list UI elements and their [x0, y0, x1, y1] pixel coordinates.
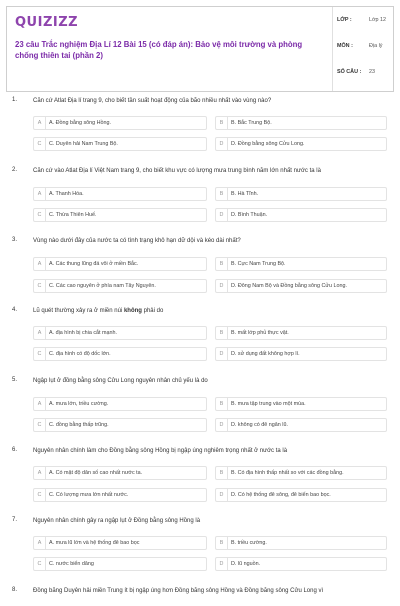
- question-text: Đồng bằng Duyên hải miền Trung ít bị ngập úng hơn Đồng bằng sông Hồng và Đồng bằng sông Cửu Long vì: [33, 588, 324, 594]
- option-b[interactable]: B B. mưa tập trung vào một mùa.: [215, 397, 387, 411]
- question-text: Ngập lụt ở đồng bằng sông Cửu Long nguyên nhân chủ yếu là do: [33, 378, 208, 384]
- option-a[interactable]: A A. Có mật độ dân số cao nhất nước ta.: [33, 466, 207, 480]
- option-d[interactable]: D D. lũ nguồn.: [215, 557, 387, 571]
- question-number: 3.: [12, 237, 18, 243]
- option-b[interactable]: B B. Bắc Trung Bộ.: [215, 116, 387, 130]
- option-c[interactable]: C C. Duyên hải Nam Trung Bộ.: [33, 137, 207, 151]
- option-b[interactable]: B B. Có địa hình thấp nhất so với các đồng bằng.: [215, 466, 387, 480]
- emphasis-not: không: [123, 308, 142, 314]
- question-number: 8.: [12, 587, 18, 593]
- option-c[interactable]: C C. Có lượng mưa lớn nhất nước.: [33, 488, 207, 502]
- question-number: 6.: [12, 447, 18, 453]
- count-value: 23: [369, 69, 375, 75]
- option-b[interactable]: B B. triều cường.: [215, 536, 387, 550]
- option-a[interactable]: A A. mưa lớn, triều cường.: [33, 397, 207, 411]
- option-a[interactable]: A A. Đồng bằng sông Hồng.: [33, 116, 207, 130]
- option-b[interactable]: B B. mất lớp phủ thực vật.: [215, 326, 387, 340]
- class-label: LỚP :: [337, 17, 352, 23]
- question-text: Căn cứ vào Atlat Địa lí Việt Nam trang 9, cho biết khu vực có lượng mưa trung bình năm lớn nhất nước ta là: [33, 168, 321, 174]
- worksheet-header: [6, 6, 394, 92]
- option-a[interactable]: A A. mưa lũ lớn và hệ thống đê bao bọc: [33, 536, 207, 550]
- option-c[interactable]: C C. nước biển dâng: [33, 557, 207, 571]
- option-c[interactable]: C C. địa hình có độ dốc lớn.: [33, 347, 207, 361]
- option-c[interactable]: C C. đồng bằng thấp trũng.: [33, 418, 207, 432]
- option-d[interactable]: D D. Có hệ thống đê sông, đê biển bao bọc.: [215, 488, 387, 502]
- option-a[interactable]: A A. Thanh Hóa.: [33, 187, 207, 201]
- option-d[interactable]: D D. Đồng bằng sông Cửu Long.: [215, 137, 387, 151]
- option-d[interactable]: D D. Bình Thuận.: [215, 208, 387, 222]
- subject-label: MÔN :: [337, 43, 353, 49]
- worksheet-title: 23 câu Trắc nghiệm Địa Lí 12 Bài 15 (có đáp án): Bảo vệ môi trường và phòng chống thiên tai (phần 2): [15, 40, 303, 60]
- quizizz-logo: QUIZIZZ: [15, 15, 79, 30]
- question-text: Căn cứ Atlat Địa lí trang 9, cho biết tần suất hoạt động của bão nhiều nhất vào vùng nào?: [33, 98, 272, 104]
- option-b[interactable]: B B. Cực Nam Trung Bộ.: [215, 257, 387, 271]
- question-text: Lũ quét thường xảy ra ở miền núi không phải do: [33, 308, 164, 314]
- option-d[interactable]: D D. sử dụng đất không hợp lí.: [215, 347, 387, 361]
- subject-value: Địa lý: [369, 43, 383, 49]
- class-value: Lớp 12: [369, 17, 387, 23]
- question-number: 2.: [12, 167, 18, 173]
- question-text: Nguyên nhân chính gây ra ngập lụt ở Đồng bằng sông Hồng là: [33, 518, 201, 524]
- option-a[interactable]: A A. địa hình bị chia cắt mạnh.: [33, 326, 207, 340]
- question-number: 7.: [12, 517, 18, 523]
- option-d[interactable]: D D. không có đê ngăn lũ.: [215, 418, 387, 432]
- question-text: Vùng nào dưới đây của nước ta có tình trạng khô hạn dữ dội và kéo dài nhất?: [33, 238, 241, 244]
- option-a[interactable]: A A. Các thung lũng đá vôi ở miền Bắc.: [33, 257, 207, 271]
- count-label: SỐ CÂU :: [337, 69, 362, 75]
- question-number: 1.: [12, 97, 18, 103]
- question-number: 5.: [12, 377, 18, 383]
- worksheet-meta: [332, 7, 393, 91]
- option-c[interactable]: C C. Thừa Thiên Huế.: [33, 208, 207, 222]
- question-text: Nguyên nhân chính làm cho Đồng bằng sông Hồng bị ngập úng nghiêm trọng nhất ở nước ta là: [33, 448, 288, 454]
- option-b[interactable]: B B. Hà Tĩnh.: [215, 187, 387, 201]
- option-c[interactable]: C C. Các cao nguyên ở phía nam Tây Nguyên.: [33, 279, 207, 293]
- option-d[interactable]: D D. Đông Nam Bộ và Đồng bằng sông Cửu Long.: [215, 279, 387, 293]
- question-number: 4.: [12, 307, 18, 313]
